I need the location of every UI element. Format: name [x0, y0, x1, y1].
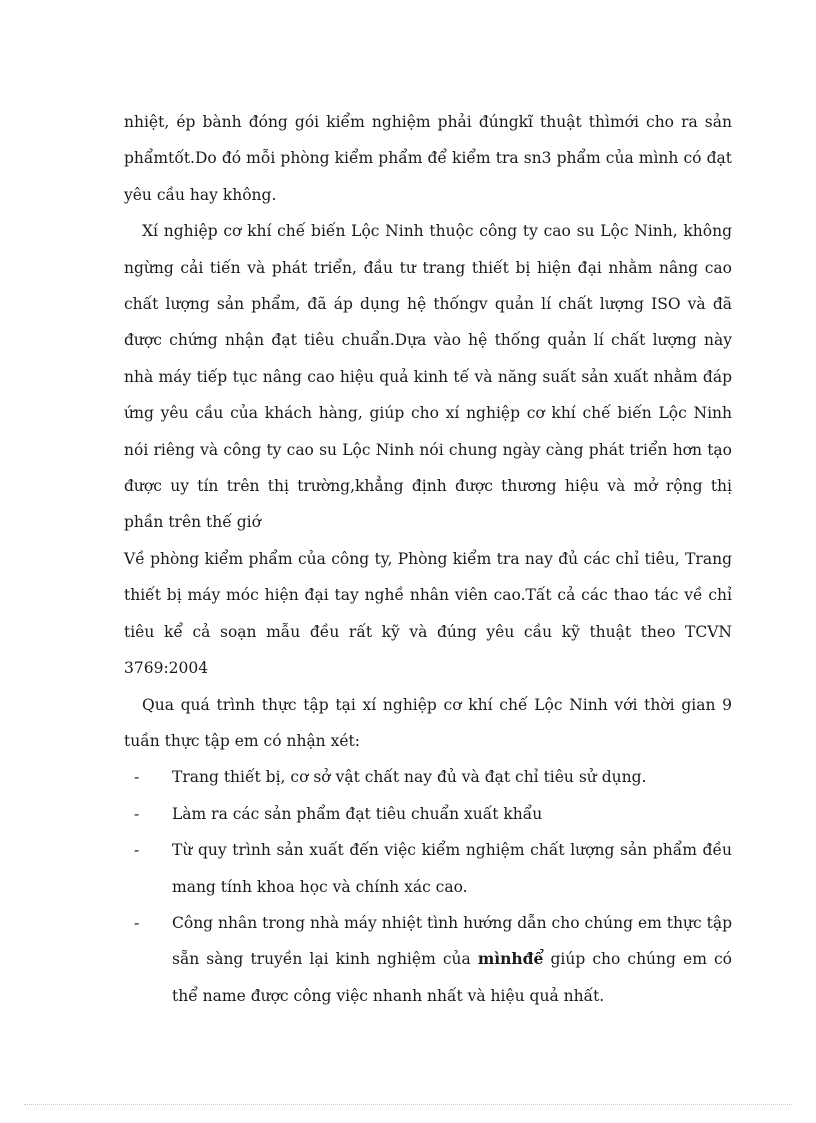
list-item-bold-text: mìnhđể — [477, 949, 544, 969]
list-dash: - — [134, 768, 140, 787]
paragraph-4: Qua quá trình thực tập tại xí nghiệp cơ khí chế Lộc Ninh với thời gian 9 tuần thực tập em có nhận xét: — [124, 695, 732, 750]
list-item — [134, 796, 732, 832]
paragraph-1: nhiệt, ép bành đóng gói kiểm nghiệm phải đúngkĩ thuật thìmới cho ra sản phẩmtốt.Do đó mỗi phòng kiểm phẩm để kiểm tra sn3 phẩm của mình có đạt yêu cầu hay không. — [124, 113, 732, 204]
list-item — [134, 905, 732, 1014]
document-body — [124, 104, 732, 1014]
list-item-text: Trang thiết bị, cơ sở vật chất nay đủ và đạt chỉ tiêu sử dụng. — [172, 768, 647, 787]
list-item — [134, 832, 732, 905]
list-dash: - — [134, 804, 140, 823]
list-item-text: Làm ra các sản phẩm đạt tiêu chuẩn xuất khẩu — [172, 804, 543, 823]
list-item-text: Từ quy trình sản xuất đến việc kiểm nghiệm chất lượng sản phẩm đều mang tính khoa học và chính xác cao. — [172, 841, 732, 896]
list-item-text: Công nhân trong nhà máy nhiệt tình hướng dẫn cho chúng em thực tập sẵn sàng truyền lại kinh nghiệm của — [172, 913, 732, 969]
list-item-text: giúp cho chúng em có thể name được công việc nhanh nhất và hiệu quả nhất. — [172, 950, 732, 1005]
paragraph-3: Về phòng kiểm phẩm của công ty, Phòng kiểm tra nay đủ các chỉ tiêu, Trang thiết bị máy móc hiện đại tay nghề nhân viên cao.Tất cả các thao tác về chỉ tiêu kể cả soạn mẫu đều rất kỹ và đúng yêu cầu kỹ thuật theo TCVN 3769:2004 — [124, 549, 732, 678]
list-dash: - — [134, 841, 140, 860]
list-dash: - — [134, 913, 140, 932]
page-bottom-rule — [24, 1104, 792, 1105]
list-item — [134, 759, 732, 795]
paragraph-2: Xí nghiệp cơ khí chế biến Lộc Ninh thuộc công ty cao su Lộc Ninh, không ngừng cải tiến và phát triển, đầu tư trang thiết bị hiện đại nhằm nâng cao chất lượng sản phẩm, đã áp dụng hệ thốngv quản lí chất lượng ISO và đã được chứng nhận đạt tiêu chuẩn.Dựa vào hệ thống quản lí chất lượng này nhà máy tiếp tục nâng cao hiệu quả kinh tế và năng suất sản xuất nhằm đáp ứng yêu cầu của khách hàng, giúp cho xí nghiệp cơ khí chế biến Lộc Ninh nói riêng và công ty cao su Lộc Ninh nói chung ngày càng phát triển hơn tạo được uy tín trên thị trường,khẳng định được thương hiệu và mở rộng thị phần trên thế giớ — [124, 222, 732, 532]
